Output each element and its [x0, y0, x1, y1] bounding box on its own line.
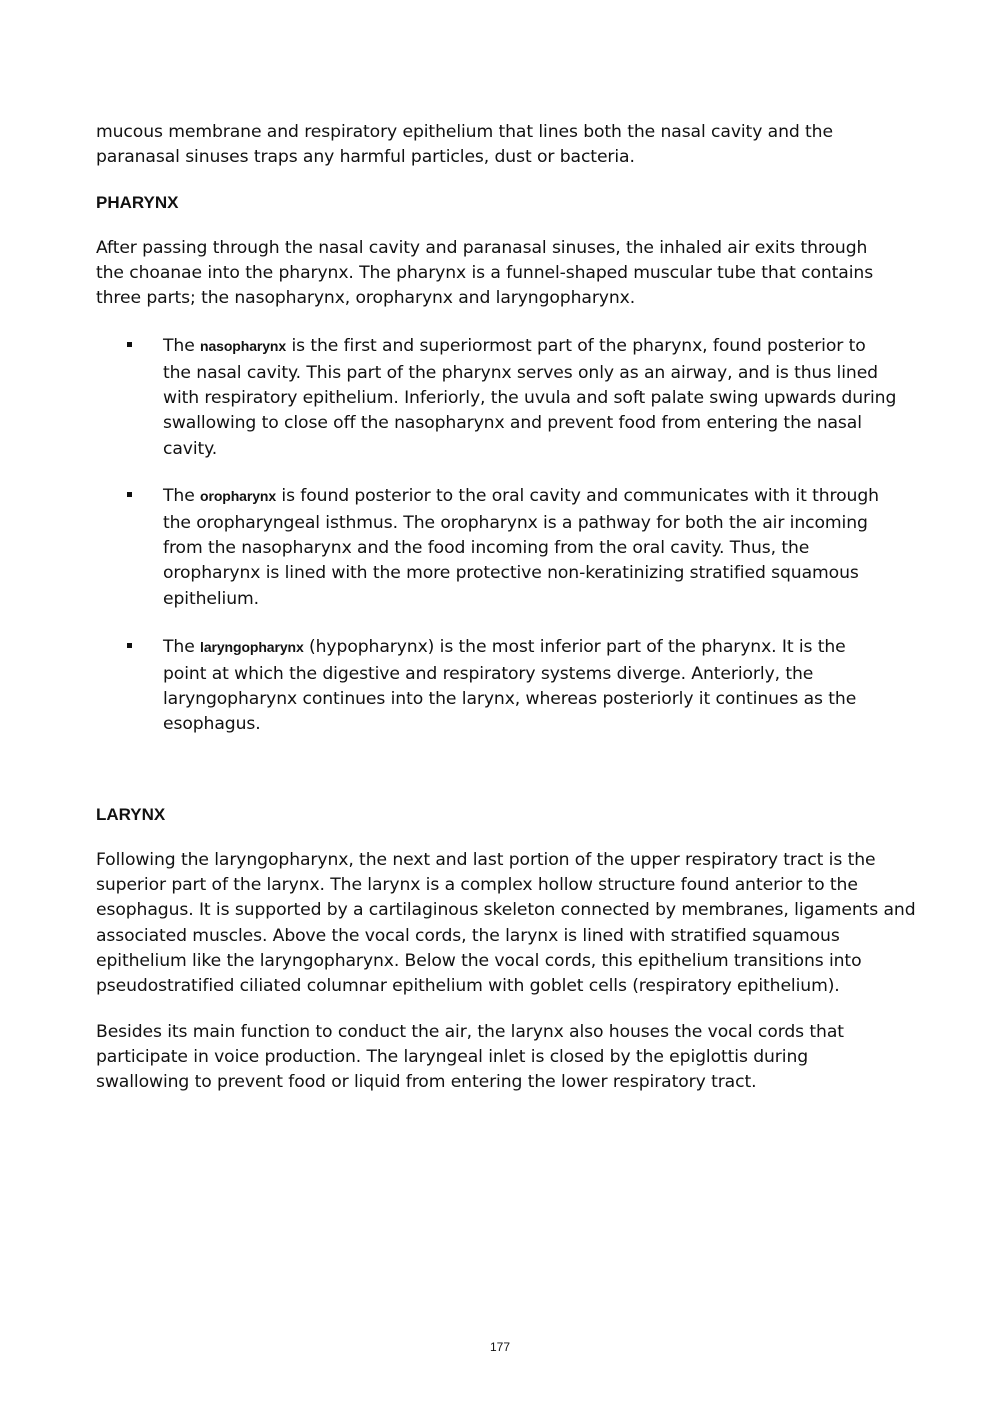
text-line: from the nasopharynx and the food incoming from the oral cavity. Thus, the [163, 538, 810, 559]
list-item-text [163, 633, 913, 738]
text-line: mucous membrane and respiratory epithelium that lines both the nasal cavity and the [96, 122, 833, 142]
text-line: laryngopharynx continues into the larynx, whereas posteriorly it continues as the [163, 689, 857, 710]
pharynx-paragraph [96, 236, 916, 312]
section-heading-larynx: LARYNX [96, 805, 166, 824]
text-line: the choanae into the pharynx. The pharynx is a funnel-shaped muscular tube that contains [96, 263, 874, 284]
text-line [163, 482, 913, 511]
text-line: the oropharyngeal isthmus. The oropharynx is a pathway for both the air incoming [163, 513, 868, 533]
square-bullet-icon [127, 342, 132, 347]
term-bold: oropharynx [200, 488, 277, 504]
list-item-text [163, 482, 913, 612]
text-line: Besides its main function to conduct the air, the larynx also houses the vocal cords that [96, 1022, 844, 1042]
text-line: participate in voice production. The laryngeal inlet is closed by the epiglottis during [96, 1047, 809, 1068]
text-line: swallowing to close off the nasopharynx and prevent food from entering the nasal [163, 413, 862, 434]
text-line: pseudostratified ciliated columnar epithelium with goblet cells (respiratory epithelium). [96, 976, 840, 997]
intro-paragraph [96, 120, 916, 170]
text-line: the nasal cavity. This part of the pharynx serves only as an airway, and is thus lined [163, 363, 878, 383]
text-line: superior part of the larynx. The larynx is a complex hollow structure found anterior to the [96, 875, 858, 896]
text-fragment: The [163, 336, 201, 356]
text-line: Following the laryngopharynx, the next and last portion of the upper respiratory tract is the [96, 850, 876, 870]
text-line: cavity. [163, 438, 218, 459]
text-line: paranasal sinuses traps any harmful particles, dust or bacteria. [96, 147, 635, 168]
text-fragment: is the first and superiormost part of the pharynx, found posterior to [286, 336, 866, 356]
page-number: 177 [489, 1340, 511, 1354]
text-line: esophagus. It is supported by a cartilaginous skeleton connected by membranes, ligaments and [96, 900, 916, 921]
text-fragment: The [163, 486, 201, 506]
list-item-text [163, 332, 913, 462]
text-fragment: (hypopharynx) is the most inferior part of the pharynx. It is the [303, 637, 846, 657]
text-fragment: The [163, 637, 201, 657]
text-line: esophagus. [163, 714, 261, 735]
square-bullet-icon [127, 492, 132, 497]
term-bold: laryngopharynx [200, 639, 304, 655]
text-line: associated muscles. Above the vocal cords, the larynx is lined with stratified squamous [96, 925, 840, 946]
text-line: oropharynx is lined with the more protective non-keratinizing stratified squamous [163, 563, 859, 584]
text-line: epithelium. [163, 588, 260, 609]
text-line: three parts; the nasopharynx, oropharynx and laryngopharynx. [96, 288, 636, 309]
text-line: with respiratory epithelium. Inferiorly, the uvula and soft palate swing upwards during [163, 388, 897, 409]
text-line: swallowing to prevent food or liquid from entering the lower respiratory tract. [96, 1072, 757, 1093]
section-heading-pharynx: PHARYNX [96, 193, 179, 212]
square-bullet-icon [127, 643, 132, 648]
text-fragment: is found posterior to the oral cavity and communicates with it through [276, 486, 879, 506]
text-line: point at which the digestive and respiratory systems diverge. Anteriorly, the [163, 664, 814, 684]
text-line: After passing through the nasal cavity and paranasal sinuses, the inhaled air exits through [96, 238, 868, 258]
text-line [163, 633, 913, 662]
term-bold: nasopharynx [200, 338, 287, 354]
text-line: epithelium like the laryngopharynx. Below the vocal cords, this epithelium transitions into [96, 950, 862, 971]
text-line [163, 332, 913, 361]
larynx-paragraph-2 [96, 1020, 916, 1096]
larynx-paragraph-1 [96, 848, 916, 999]
